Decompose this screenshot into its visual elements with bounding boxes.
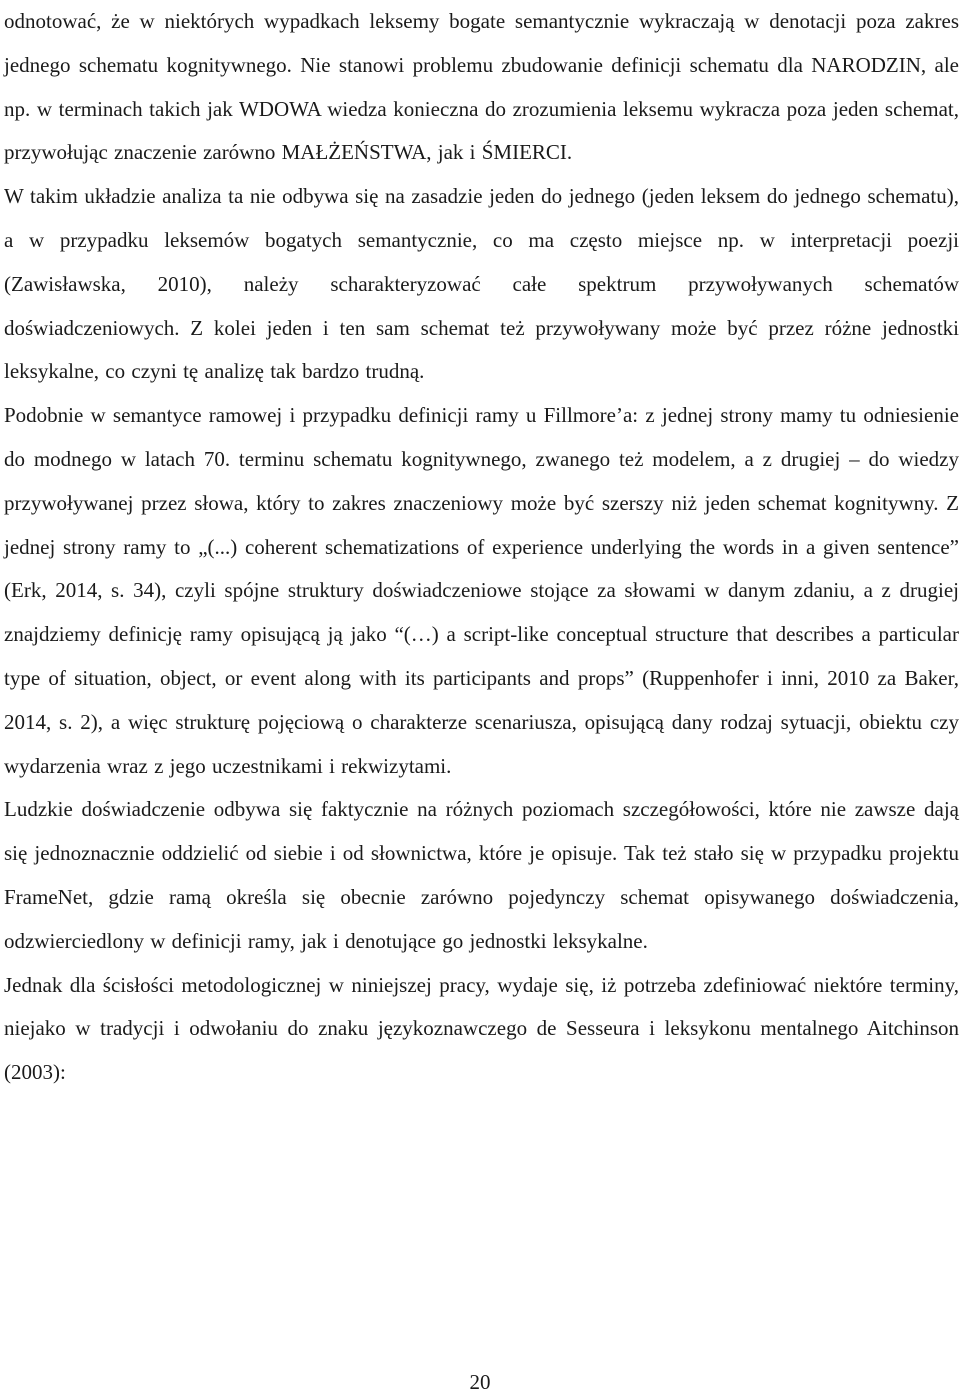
- document-body: [4, 0, 959, 1095]
- paragraph: Ludzkie doświadczenie odbywa się faktycznie na różnych poziomach szczegółowości, które nie zawsze dają się jednoznacznie oddzielić od siebie i od słownictwa, które je opisuje. Tak też stało się w przypadku projektu FrameNet, gdzie ramą określa się obecnie zarówno pojedynczy schemat opisywanego doświadczenia, odzwierciedlony w definicji ramy, jak i denotujące go jednostki leksykalne.: [4, 797, 959, 953]
- paragraph: W takim układzie analiza ta nie odbywa się na zasadzie jeden do jednego (jeden leksem do jednego schematu), a w przypadku leksemów bogatych semantycznie, co ma często miejsce np. w interpretacji poezji (Zawisławska, 2010), należy scharakteryzować całe spektrum przywoływanych schematów doświadczeniowych. Z kolei jeden i ten sam schemat też przywoływany może być przez różne jednostki leksykalne, co czyni tę analizę tak bardzo trudną.: [4, 184, 959, 384]
- paragraph: odnotować, że w niektórych wypadkach leksemy bogate semantycznie wykraczają w denotacji poza zakres jednego schematu kognitywnego. Nie stanowi problemu zbudowanie definicji schematu dla NARODZIN, ale np. w terminach takich jak WDOWA wiedza konieczna do zrozumienia leksemu wykracza poza jeden schemat, przywołując znaczenie zarówno MAŁŻEŃSTWA, jak i ŚMIERCI.: [4, 9, 959, 165]
- paragraph: Podobnie w semantyce ramowej i przypadku definicji ramy u Fillmore’a: z jednej strony mamy tu odniesienie do modnego w latach 70. terminu schematu kognitywnego, zwanego też modelem, a z drugiej – do wiedzy przywoływanej przez słowa, który to zakres znaczeniowy może być szerszy niż jeden schemat kognitywny. Z jednej strony ramy to „(...) coherent schematizations of experience underlying the words in a given sentence” (Erk, 2014, s. 34), czyli spójne struktury doświadczeniowe stojące za słowami w danym zdaniu, a z drugiej znajdziemy definicję ramy opisującą ją jako “(…) a script-like conceptual structure that describes a particular type of situation, object, or event along with its participants and props” (Ruppenhofer i inni, 2010 za Baker, 2014, s. 2), a więc strukturę pojęciową o charakterze scenariusza, opisującą dany rodzaj sytuacji, obiektu czy wydarzenia wraz z jego uczestnikami i rekwizytami.: [4, 403, 959, 778]
- paragraph: Jednak dla ścisłości metodologicznej w niniejszej pracy, wydaje się, iż potrzeba zdefiniować niektóre terminy, niejako w tradycji i odwołaniu do znaku językoznawczego de Sesseura i leksykonu mentalnego Aitchinson (2003):: [4, 972, 959, 1085]
- page-number: 20: [469, 1370, 491, 1394]
